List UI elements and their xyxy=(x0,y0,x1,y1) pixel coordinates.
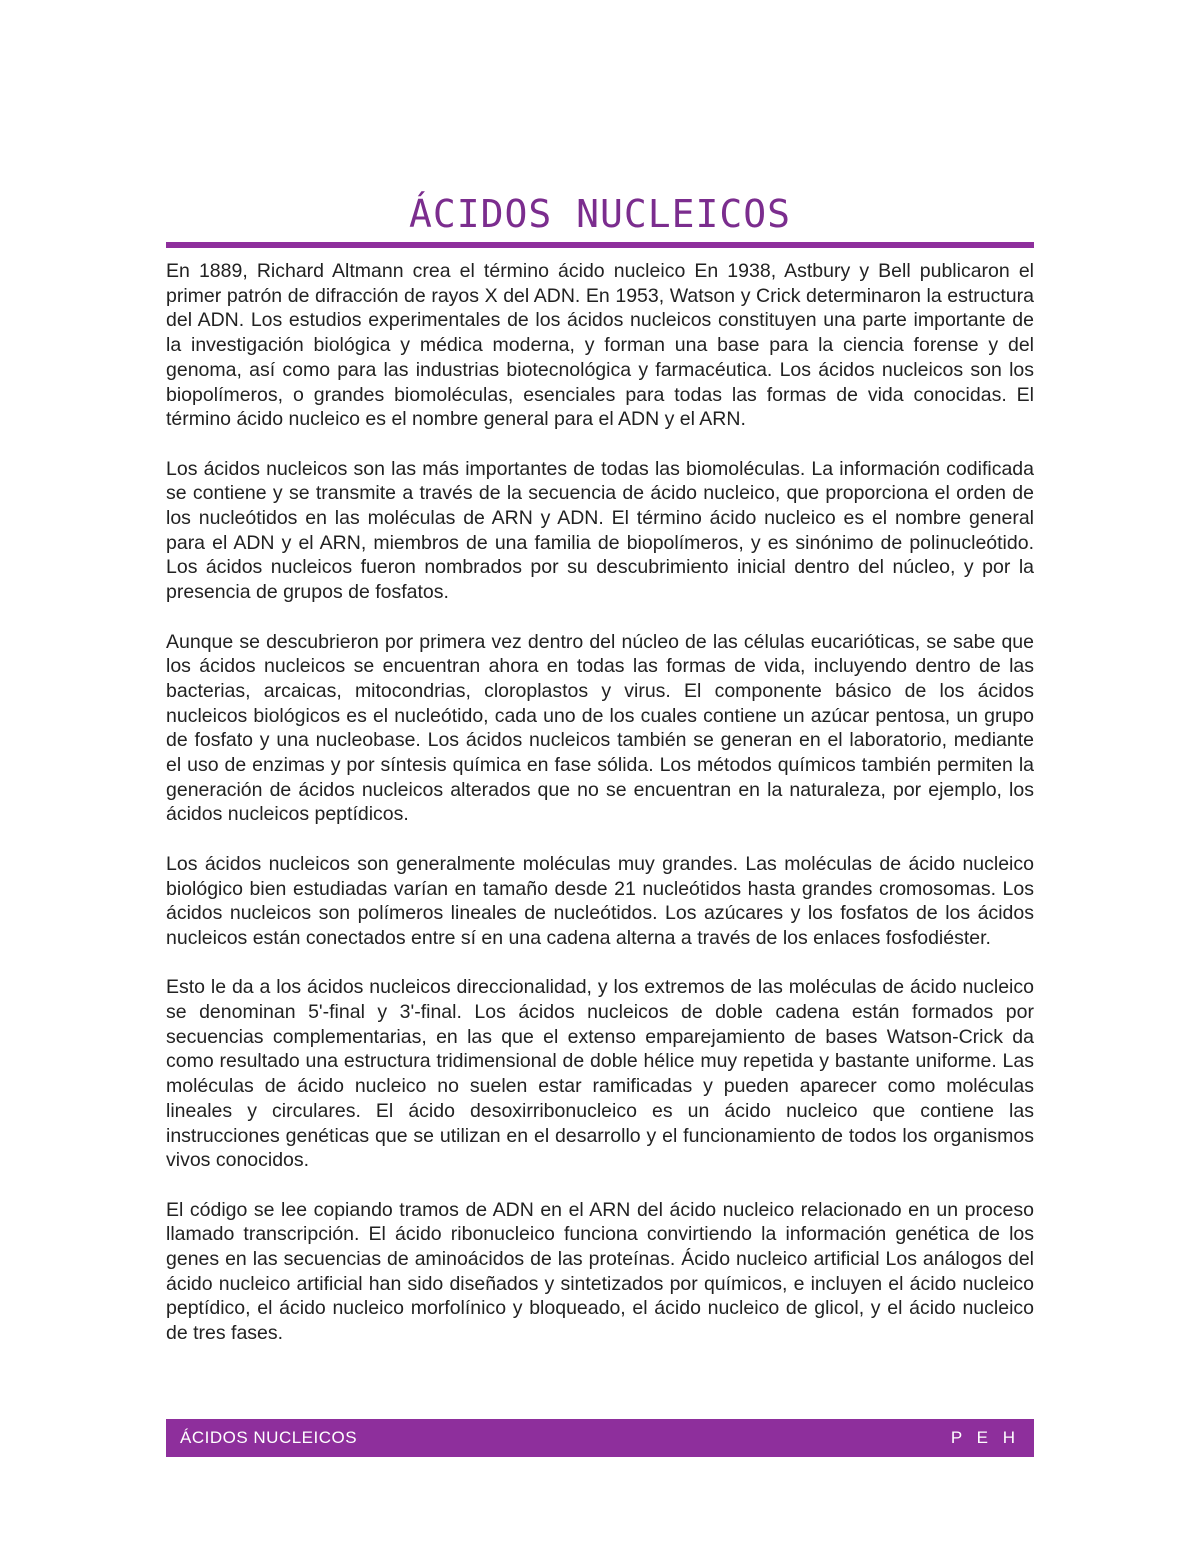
body-paragraph-5: Esto le da a los ácidos nucleicos direccionalidad, y los extremos de las moléculas de ácido nucleico se denominan 5'-final y 3'-final. Los ácidos nucleicos de doble cadena están formados por secuencias complementarias, en las que el extenso emparejamiento de bases Watson-Crick da como resultado una estructura tridimensional de doble hélice muy repetida y bastante uniforme. Las moléculas de ácido nucleico no suelen estar ramificadas y pueden aparecer como moléculas lineales y circulares. El ácido desoxirribonucleico es un ácido nucleico que contiene las instrucciones genéticas que se utilizan en el desarrollo y el funcionamiento de todos los organismos vivos conocidos. xyxy=(166,976,1034,1172)
footer-title: ÁCIDOS NUCLEICOS xyxy=(180,1428,358,1447)
body-paragraph-3: Aunque se descubrieron por primera vez dentro del núcleo de las células eucarióticas, se sabe que los ácidos nucleicos se encuentran ahora en todas las formas de vida, incluyendo dentro de las bacterias, arcaicas, mitocondrias, cloroplastos y virus. El componente básico de los ácidos nucleicos biológicos es el nucleótido, cada uno de los cuales contiene un azúcar pentosa, un grupo de fosfato y una nucleobase. Los ácidos nucleicos también se generan en el laboratorio, mediante el uso de enzimas y por síntesis química en fase sólida. Los métodos químicos también permiten la generación de ácidos nucleicos alterados que no se encuentran en la naturaleza, por ejemplo, los ácidos nucleicos peptídicos. xyxy=(166,630,1034,826)
body-paragraph-4: Los ácidos nucleicos son generalmente moléculas muy grandes. Las moléculas de ácido nucleico biológico bien estudiadas varían en tamaño desde 21 nucleótidos hasta grandes cromosomas. Los ácidos nucleicos son polímeros lineales de nucleótidos. Los azúcares y los fosfatos de los ácidos nucleicos están conectados entre sí en una cadena alterna a través de los enlaces fosfodiéster. xyxy=(166,852,1034,949)
body-paragraph-2: Los ácidos nucleicos son las más importantes de todas las biomoléculas. La información codificada se contiene y se transmite a través de la secuencia de ácido nucleico, que proporciona el orden de los nucleótidos en las moléculas de ARN y ADN. El término ácido nucleico es el nombre general para el ADN y el ARN, miembros de una familia de biopolímeros, y es sinónimo de polinucleótido. Los ácidos nucleicos fueron nombrados por su descubrimiento inicial dentro del núcleo, y por la presencia de grupos de fosfatos. xyxy=(166,457,1034,604)
body-paragraph-1: En 1889, Richard Altmann crea el término ácido nucleico En 1938, Astbury y Bell publicaron el primer patrón de difracción de rayos X del ADN. En 1953, Watson y Crick determinaron la estructura del ADN. Los estudios experimentales de los ácidos nucleicos constituyen una parte importante de la investigación biológica y médica moderna, y forman una base para la ciencia forense y del genoma, así como para las industrias biotecnológica y farmacéutica. Los ácidos nucleicos son los biopolímeros, o grandes biomoléculas, esenciales para todas las formas de vida conocidas. El término ácido nucleico es el nombre general para el ADN y el ARN. xyxy=(166,260,1034,431)
body-paragraph-6: El código se lee copiando tramos de ADN en el ARN del ácido nucleico relacionado en un proceso llamado transcripción. El ácido ribonucleico funciona convirtiendo la información genética de los genes en las secuencias de aminoácidos de las proteínas. Ácido nucleico artificial Los análogos del ácido nucleico artificial han sido diseñados y sintetizados por químicos, e incluyen el ácido nucleico peptídico, el ácido nucleico morfolínico y bloqueado, el ácido nucleico de glicol, y el ácido nucleico de tres fases. xyxy=(166,1198,1034,1345)
footer-initials: P E H xyxy=(950,1428,1020,1447)
document-title: ÁCIDOS NUCLEICOS xyxy=(408,192,792,236)
document-body xyxy=(166,259,1034,1346)
page-footer xyxy=(166,1419,1034,1457)
title-underline-rule xyxy=(166,242,1034,248)
